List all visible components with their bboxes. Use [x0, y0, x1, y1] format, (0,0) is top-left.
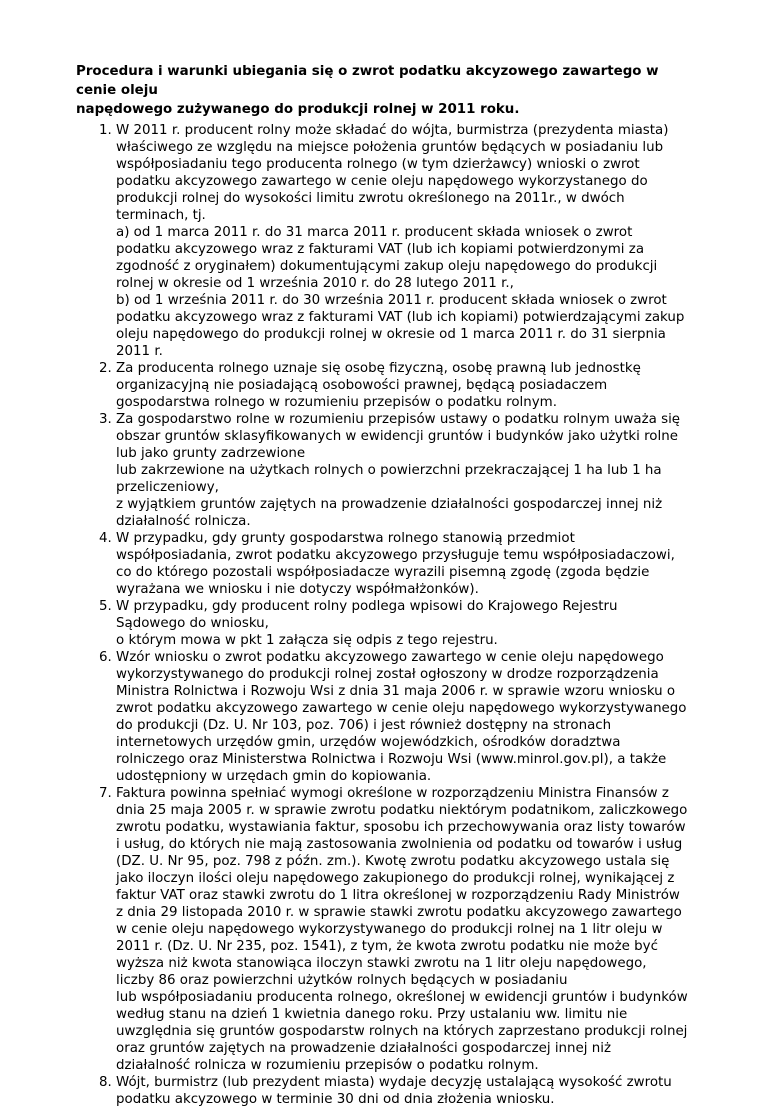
document-title — [76, 62, 688, 119]
list-item — [116, 598, 688, 649]
paragraph: 3. Za gospodarstwo rolne w rozumieniu przepisów ustawy o podatku rolnym uważa się obszar gruntów sklasyfikowanych w ewidencji gruntów i budynków jako użytki rolne lub jako grunty zadrzewione — [116, 412, 681, 461]
list-item — [116, 360, 688, 411]
paragraph: 7. Faktura powinna spełniać wymogi określone w rozporządzeniu Ministra Finansów z dnia 25 maja 2005 r. w sprawie zwrotu podatku niektórym podatnikom, zaliczkowego zwrotu podatku, wystawiania faktur, sposobu ich przechowywania oraz listy towarów i usług, do których nie mają zastosowania zwolnienia od podatku od towarów i usług (DZ. U. Nr 95, poz. 798 z późn. zm.). Kwotę zwrotu podatku akcyzowego ustala się jako iloczyn ilości oleju napędowego zakupionego do produkcji rolnej, wynikającej z faktur VAT oraz stawki zwrotu do 1 litra określonej w rozporządzeniu Rady Ministrów z dnia 29 listopada 2010 r. w sprawie stawki zwrotu podatku akcyzowego zawartego w cenie oleju napędowego wykorzystywanego do produkcji rolnej na 1 litr oleju w 2011 r. (Dz. U. Nr 235, poz. 1541), z tym, że kwota zwrotu podatku nie może być wyższa niż kwota stanowiąca iloczyn stawki zwrotu na 1 litr oleju napędowego, liczby 86 oraz powierzchni użytków rolnych będących w posiadaniu — [116, 786, 688, 988]
paragraph: a) od 1 marca 2011 r. do 31 marca 2011 r. producent składa wniosek o zwrot podatku akcyzowego wraz z fakturami VAT (lub ich kopiami potwierdzonymi za zgodność z oryginałem) dokumentującymi zakup oleju napędowego do produkcji rolnej w okresie od 1 września 2010 r. do 28 lutego 2011 r., — [116, 225, 658, 291]
paragraph: 2. Za producenta rolnego uznaje się osobę fizyczną, osobę prawną lub jednostkę organizacyjną nie posiadającą osobowości prawnej, będącą posiadaczem gospodarstwa rolnego w rozumieniu przepisów o podatku rolnym. — [116, 361, 641, 410]
list-item — [116, 649, 688, 785]
procedure-list — [76, 122, 688, 1108]
list-item — [116, 122, 688, 360]
paragraph: b) od 1 września 2011 r. do 30 września 2011 r. producent składa wniosek o zwrot podatku akcyzowego wraz z fakturami VAT (lub ich kopiami) potwierdzającymi zakup oleju napędowego do produkcji rolnej w okresie od 1 marca 2011 r. do 31 sierpnia 2011 r. — [116, 293, 685, 359]
paragraph: 6. Wzór wniosku o zwrot podatku akcyzowego zawartego w cenie oleju napędowego wykorzystywanego do produkcji rolnej został ogłoszony w drodze rozporządzenia Ministra Rolnictwa i Rozwoju Wsi z dnia 31 maja 2006 r. w sprawie wzoru wniosku o zwrot podatku akcyzowego zawartego w cenie oleju napędowego wykorzystywanego do produkcji (Dz. U. Nr 103, poz. 706) i jest również dostępny na stronach internetowych urzędów gmin, urzędów wojewódzkich, ośrodków doradztwa rolniczego oraz Ministerstwa Rolnictwa i Rozwoju Wsi (www.minrol.gov.pl), a także udostępniony w urzędach gmin do kopiowania. — [116, 650, 687, 784]
list-item — [116, 1074, 688, 1108]
list-item — [116, 785, 688, 1074]
paragraph: z wyjątkiem gruntów zajętych na prowadzenie działalności gospodarczej innej niż działalność rolnicza. — [116, 497, 663, 529]
paragraph: lub współposiadaniu producenta rolnego, określonej w ewidencji gruntów i budynków według stanu na dzień 1 kwietnia danego roku. Przy ustalaniu ww. limitu nie uwzględnia się gruntów gospodarstw rolnych na których zaprzestano produkcji rolnej oraz gruntów zajętych na prowadzenie działalności gospodarczej innej niż działalność rolnicza w rozumieniu przepisów o podatku rolnym. — [116, 990, 688, 1073]
paragraph: lub zakrzewione na użytkach rolnych o powierzchni przekraczającej 1 ha lub 1 ha przeliczeniowy, — [116, 463, 662, 495]
paragraph: 8. Wójt, burmistrz (lub prezydent miasta) wydaje decyzję ustalającą wysokość zwrotu podatku akcyzowego w terminie 30 dni od dnia złożenia wniosku. — [116, 1075, 672, 1107]
paragraph: 4. W przypadku, gdy grunty gospodarstwa rolnego stanowią przedmiot współposiadania, zwrot podatku akcyzowego przysługuje temu współposiadaczowi, co do którego pozostali współposiadacze wyrazili pisemną zgodę (zgoda będzie wyrażana we wniosku i nie dotyczy współmałżonków). — [116, 531, 675, 597]
paragraph: 5. W przypadku, gdy producent rolny podlega wpisowi do Krajowego Rejestru Sądowego do wniosku, — [116, 599, 618, 631]
title-line: Procedura i warunki ubiegania się o zwrot podatku akcyzowego zawartego w cenie oleju — [76, 64, 659, 98]
paragraph: 1. W 2011 r. producent rolny może składać do wójta, burmistrza (prezydenta miasta) właściwego ze względu na miejsce położenia gruntów będących w posiadaniu lub współposiadaniu tego producenta rolnego (w tym dzierżawcy) wnioski o zwrot podatku akcyzowego zawartego w cenie oleju napędowego wykorzystanego do produkcji rolnej do wysokości limitu zwrotu określonego na 2011r., w dwóch terminach, tj. — [116, 123, 669, 223]
paragraph: o którym mowa w pkt 1 załącza się odpis z tego rejestru. — [116, 633, 498, 648]
list-item — [116, 411, 688, 530]
title-line: napędowego zużywanego do produkcji rolnej w 2011 roku. — [76, 102, 520, 117]
list-item — [116, 530, 688, 598]
